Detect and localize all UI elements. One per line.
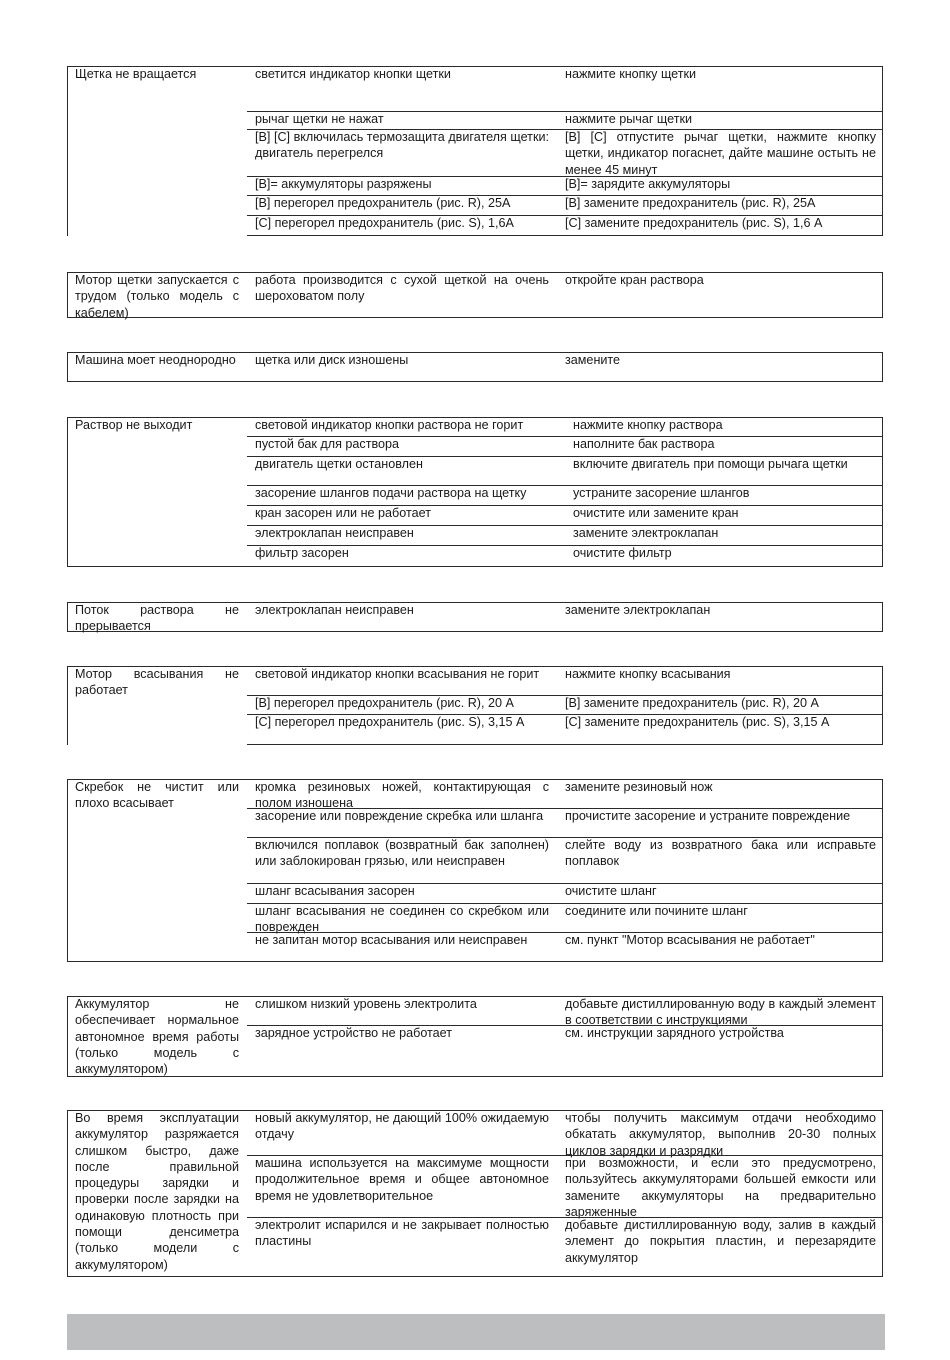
cause-text: [B] перегорел предохранитель (рис. R), 20 A — [255, 696, 514, 710]
problem-text: Щетка не вращается — [75, 67, 197, 81]
cause-text: электроклапан неисправен — [255, 603, 414, 617]
remedy-text: нажмите кнопку всасывания — [565, 667, 731, 681]
remedy-text: нажмите кнопку щетки — [565, 67, 697, 81]
remedy-text: замените — [565, 353, 621, 367]
remedy-text: добавьте дистиллированную воду, залив в каждый элемент до покрытия пластин, и перезарядите аккумулятор — [565, 1218, 876, 1265]
remedy-text: см. инструкции зарядного устройства — [565, 1026, 784, 1040]
remedy-text: очистите фильтр — [573, 546, 672, 560]
remedy-text: замените электроклапан — [565, 603, 711, 617]
cause-text: засорение шлангов подачи раствора на щетку — [255, 486, 527, 500]
remedy-text: при возможности, и если это предусмотрено, пользуйтесь аккумуляторами большей емкости или замените аккумуляторы на предварительно заряженные — [565, 1156, 876, 1219]
problem-text: Мотор всасывания не работает — [75, 667, 239, 698]
cause-text: рычаг щетки не нажат — [255, 112, 384, 126]
problem-text: Скребок не чистит или плохо всасывает — [75, 780, 239, 811]
remedy-text: [C] замените предохранитель (рис. S), 1,6 A — [565, 216, 823, 230]
remedy-text: слейте воду из возвратного бака или исправьте поплавок — [565, 838, 876, 869]
cause-text: световой индикатор кнопки раствора не горит — [255, 418, 524, 432]
problem-text: Раствор не выходит — [75, 418, 193, 432]
cause-text: щетка или диск изношены — [255, 353, 409, 367]
trouble-section — [67, 417, 883, 567]
trouble-section — [67, 66, 883, 236]
cause-text: световой индикатор кнопки всасывания не горит — [255, 667, 540, 681]
cause-text: новый аккумулятор, не дающий 100% ожидаемую отдачу — [255, 1111, 549, 1142]
cause-text: электроклапан неисправен — [255, 526, 414, 540]
remedy-text: очистите шланг — [565, 884, 657, 898]
problem-text: Поток раствора не прерывается — [75, 603, 239, 634]
trouble-section — [67, 1110, 883, 1277]
cause-text: [B] перегорел предохранитель (рис. R), 25A — [255, 196, 511, 210]
cause-text: кромка резиновых ножей, контактирующая с полом изношена — [255, 780, 549, 811]
cause-text: [B] [C] включилась термозащита двигателя щетки: двигатель перегрелся — [255, 130, 549, 161]
cause-text: шланг всасывания засорен — [255, 884, 415, 898]
remedy-text: добавьте дистиллированную воду в каждый элемент в соответствии с инструкциями — [565, 997, 876, 1028]
cause-text: фильтр засорен — [255, 546, 349, 560]
cause-text: включился поплавок (возвратный бак заполнен) или заблокирован грязью, или неисправен — [255, 838, 549, 869]
cause-text: слишком низкий уровень электролита — [255, 997, 477, 1011]
cause-text: шланг всасывания не соединен со скребком или поврежден — [255, 904, 549, 935]
remedy-text: прочистите засорение и устраните повреждение — [565, 809, 851, 823]
remedy-text: замените резиновый нож — [565, 780, 713, 794]
problem-text: Мотор щетки запускается с трудом (только модель с кабелем) — [75, 273, 239, 320]
remedy-text: [B] [C] отпустите рычаг щетки, нажмите кнопку щетки, индикатор погаснет, дайте машине остыть не менее 45 минут — [565, 130, 876, 177]
trouble-section — [67, 602, 883, 632]
footer-bar — [67, 1314, 885, 1350]
remedy-text: [B] замените предохранитель (рис. R), 25A — [565, 196, 816, 210]
cause-text: светится индикатор кнопки щетки — [255, 67, 451, 81]
cause-text: не запитан мотор всасывания или неисправен — [255, 933, 528, 947]
cause-text: [B]= аккумуляторы разряжены — [255, 177, 432, 191]
cause-text: электролит испарился и не закрывает полностью пластины — [255, 1218, 549, 1249]
problem-text: Во время эксплуатации аккумулятор разряжается слишком быстро, даже после правильной процедуры зарядки и проверки после зарядки на одинаковую плотность при помощи денсиметра (только модели с аккумулятором) — [75, 1111, 239, 1272]
remedy-text: устраните засорение шлангов — [573, 486, 750, 500]
remedy-text: включите двигатель при помощи рычага щетки — [573, 457, 848, 471]
cause-text: [C] перегорел предохранитель (рис. S), 1,6A — [255, 216, 514, 230]
trouble-section — [67, 666, 883, 745]
remedy-text: [B]= зарядите аккумуляторы — [565, 177, 731, 191]
cause-text: зарядное устройство не работает — [255, 1026, 453, 1040]
cause-text: засорение или повреждение скребка или шланга — [255, 809, 544, 823]
remedy-text: чтобы получить максимум отдачи необходимо обкатать аккумулятор, выполнив 20-30 полных циклов зарядки и разрядки — [565, 1111, 876, 1158]
remedy-text: [C] замените предохранитель (рис. S), 3,15 A — [565, 715, 830, 729]
problem-text: Аккумулятор не обеспечивает нормальное автономное время работы (только модель с аккумулятором) — [75, 997, 239, 1077]
remedy-text: соедините или почините шланг — [565, 904, 748, 918]
remedy-text: замените электроклапан — [573, 526, 719, 540]
remedy-text: наполните бак раствора — [573, 437, 715, 451]
remedy-text: очистите или замените кран — [573, 506, 739, 520]
trouble-section — [67, 352, 883, 382]
trouble-section — [67, 272, 883, 318]
remedy-text: см. пункт "Мотор всасывания не работает" — [565, 933, 815, 947]
cause-text: пустой бак для раствора — [255, 437, 400, 451]
cause-text: работа производится с сухой щеткой на очень шероховатом полу — [255, 273, 549, 304]
remedy-text: нажмите рычаг щетки — [565, 112, 693, 126]
remedy-text: нажмите кнопку раствора — [573, 418, 723, 432]
trouble-section — [67, 996, 883, 1077]
cause-text: кран засорен или не работает — [255, 506, 431, 520]
problem-text: Машина моет неоднородно — [75, 353, 236, 367]
cause-text: машина используется на максимуме мощности продолжительное время и общее автономное время не удовлетворительное — [255, 1156, 549, 1203]
cause-text: двигатель щетки остановлен — [255, 457, 423, 471]
cause-text: [C] перегорел предохранитель (рис. S), 3,15 A — [255, 715, 525, 729]
remedy-text: [B] замените предохранитель (рис. R), 20 A — [565, 696, 819, 710]
remedy-text: откройте кран раствора — [565, 273, 704, 287]
trouble-section — [67, 779, 883, 962]
